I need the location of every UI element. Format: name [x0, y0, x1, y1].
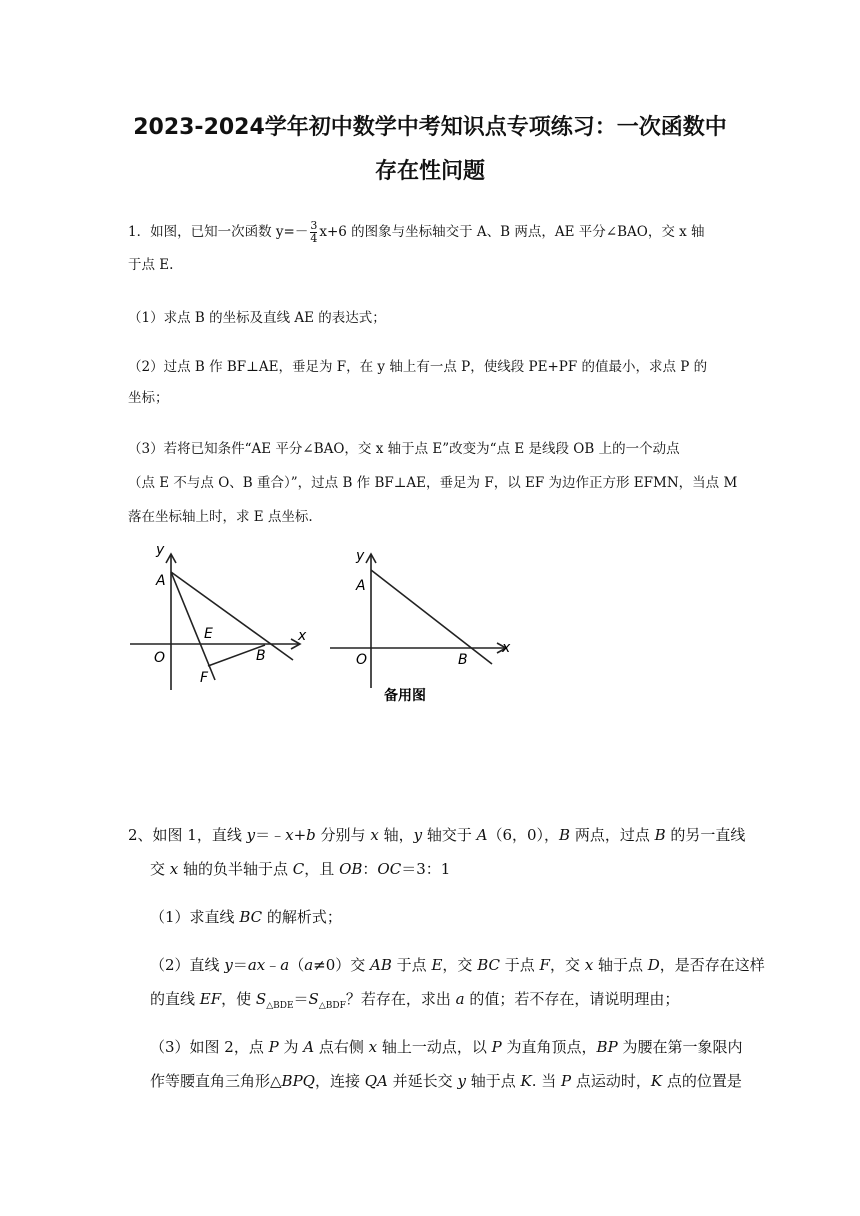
figure-2 — [328, 540, 528, 710]
q1-line-2: 于点 E. — [128, 257, 174, 273]
q2-part-2-line-1: （2）直线 y＝ax﹣a（a≠0）交 AB 于点 E，交 BC 于点 F，交 x 轴于点 D，是否存在这样 — [150, 956, 765, 974]
q1-part-2-line-2: 坐标； — [128, 390, 169, 406]
label-y: y — [356, 548, 365, 564]
document-title-line-1: 2023-2024学年初中数学中考知识点专项练习：一次函数中 — [133, 115, 727, 140]
label-x: x — [502, 640, 511, 656]
q2-line-1: 2、如图 1，直线 y＝﹣x+b 分别与 x 轴，y 轴交于 A（6，0），B 两点，过点 B 的另一直线 — [128, 826, 746, 844]
q1-part-2-line-1: （2）过点 B 作 BF⊥AE，垂足为 F，在 y 轴上有一点 P，使线段 PE+PF 的值最小，求点 P 的 — [128, 359, 708, 375]
q1-part-3-line-2: （点 E 不与点 O、B 重合）”，过点 B 作 BF⊥AE，垂足为 F，以 EF 为边作正方形 EFMN，当点 M — [128, 475, 738, 491]
label-b: B — [458, 652, 468, 668]
label-a: A — [356, 578, 366, 594]
figure-1 — [128, 540, 328, 700]
label-a: A — [156, 573, 166, 589]
q1-text: x+6 的图象与坐标轴交于 A、B 两点，AE 平分∠BAO，交 x 轴 — [319, 224, 705, 240]
q2-part-3-line-1: （3）如图 2，点 P 为 A 点右侧 x 轴上一动点，以 P 为直角顶点，BP 为腰在第一象限内 — [150, 1038, 743, 1056]
q2-part-1: （1）求直线 BC 的解析式； — [150, 908, 342, 926]
figure-caption: 备用图 — [384, 688, 426, 704]
document-title-line-2: 存在性问题 — [374, 159, 485, 184]
label-y: y — [156, 542, 165, 558]
q2-part-2-line-2: 的直线 EF，使 $S_{\triangle BDE}=S_{\triangle BDF}$？若存在，求出 a 的值；若不存在，请说明理由； — [150, 990, 680, 1011]
label-e: E — [204, 626, 213, 642]
label-f: F — [200, 670, 209, 686]
fraction-denominator: 4 — [310, 232, 318, 245]
q1-text: 1．如图，已知一次函数 y=－ — [128, 224, 309, 240]
line-ab — [371, 570, 492, 664]
q2-line-2: 交 x 轴的负半轴于点 C，且 OB：OC＝3：1 — [150, 860, 451, 878]
q1-line-1 — [128, 220, 768, 245]
q2-part-3-line-2: 作等腰直角三角形△BPQ，连接 QA 并延长交 y 轴于点 K. 当 P 点运动时，K 点的位置是 — [150, 1072, 742, 1090]
label-o: O — [356, 652, 368, 668]
fraction — [310, 220, 317, 245]
q1-part-3-line-1: （3）若将已知条件“AE 平分∠BAO，交 x 轴于点 E”改变为“点 E 是线段 OB 上的一个动点 — [128, 441, 680, 457]
fraction-numerator: 3 — [310, 219, 318, 232]
q1-part-1: （1）求点 B 的坐标及直线 AE 的表达式； — [128, 310, 386, 326]
label-b: B — [256, 648, 266, 664]
q1-part-3-line-3: 落在坐标轴上时，求 E 点坐标. — [128, 509, 313, 525]
label-x: x — [298, 628, 307, 644]
label-o: O — [154, 650, 166, 666]
